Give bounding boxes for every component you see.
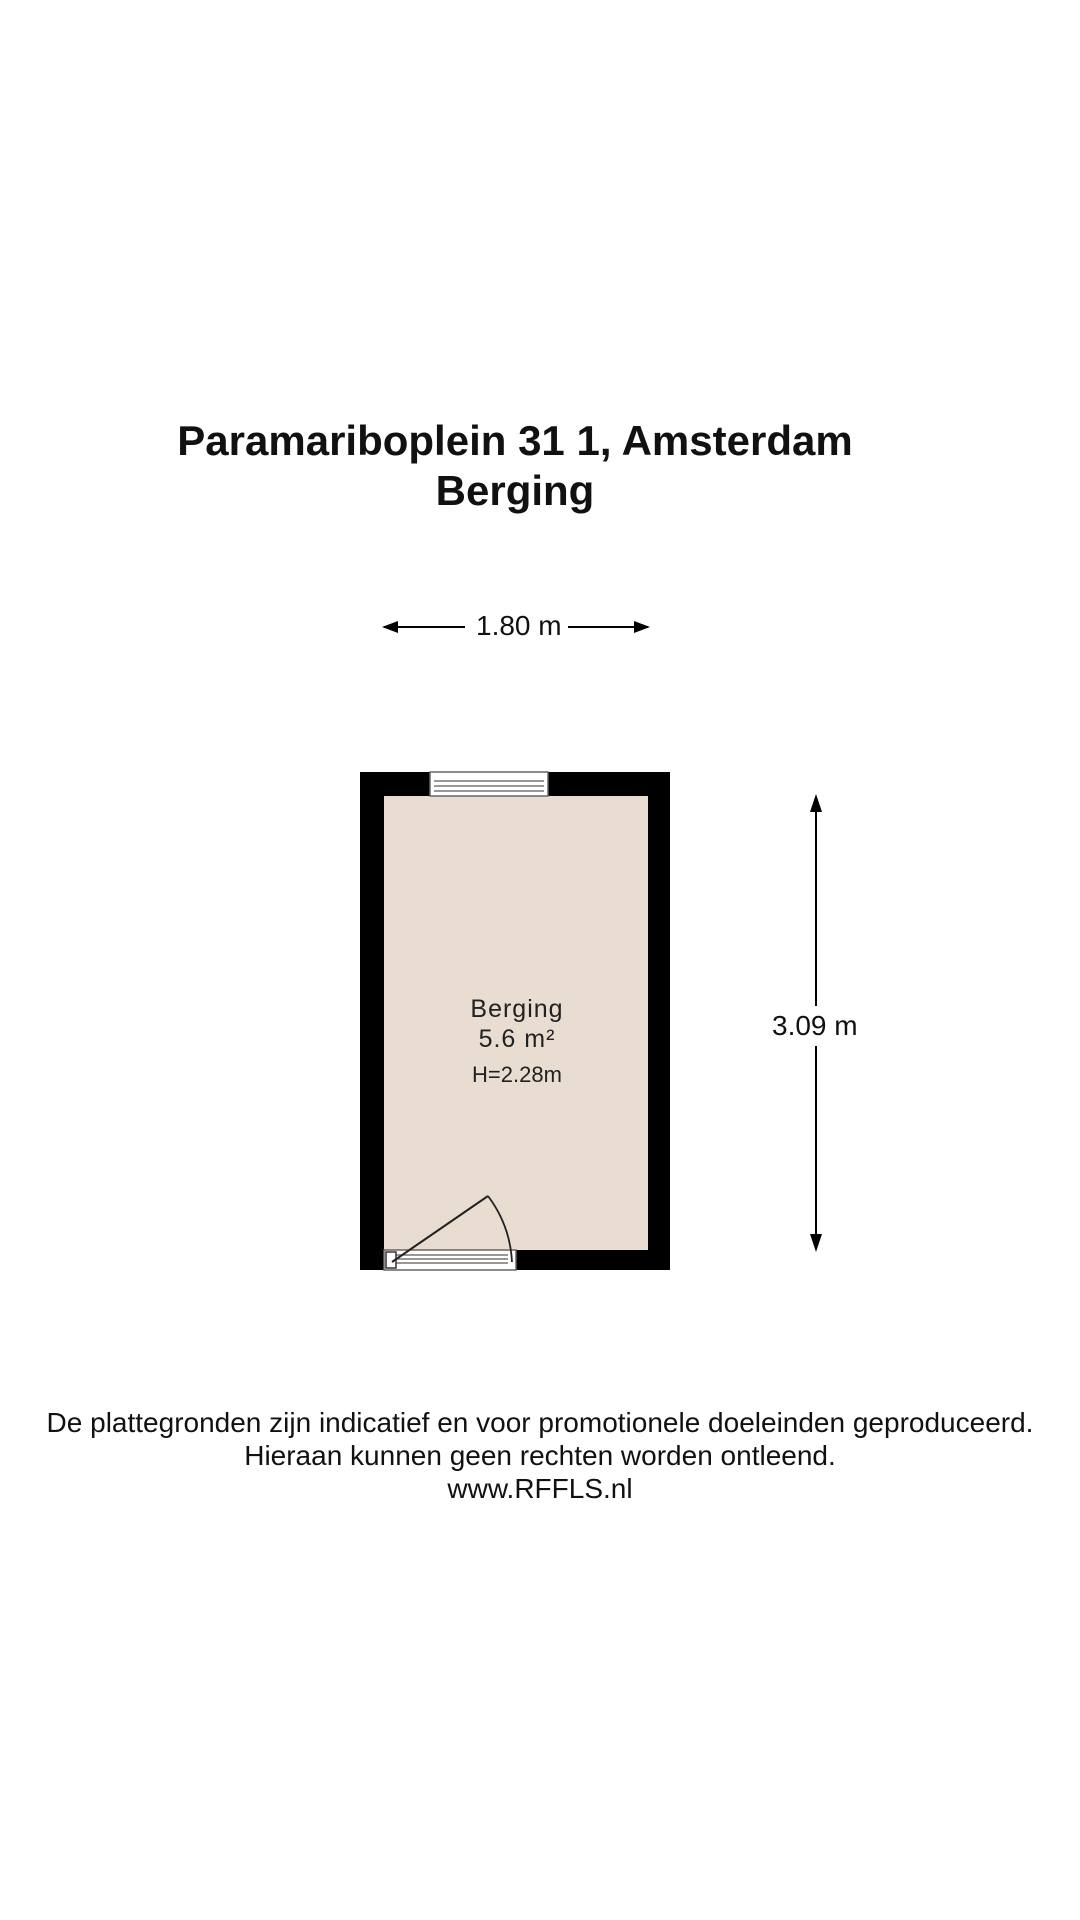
room-height: H=2.28m	[472, 1062, 562, 1087]
room-area: 5.6 m²	[478, 1025, 556, 1053]
disclaimer-line-2: Hieraan kunnen geen rechten worden ontleend.	[244, 1440, 836, 1471]
disclaimer-line-1: De plattegronden zijn indicatief en voor promotionele doeleinden geproduceerd.	[46, 1407, 1034, 1438]
window-top	[430, 772, 548, 796]
website-link[interactable]: www.RFFLS.nl	[447, 1473, 633, 1504]
room-name: Berging	[470, 995, 564, 1023]
width-dimension-label: 1.80 m	[472, 610, 566, 642]
plan-address-title: Paramariboplein 31 1, Amsterdam	[177, 417, 853, 464]
depth-dimension-label: 3.09 m	[772, 1008, 858, 1044]
plan-floor-title: Berging	[435, 467, 595, 514]
